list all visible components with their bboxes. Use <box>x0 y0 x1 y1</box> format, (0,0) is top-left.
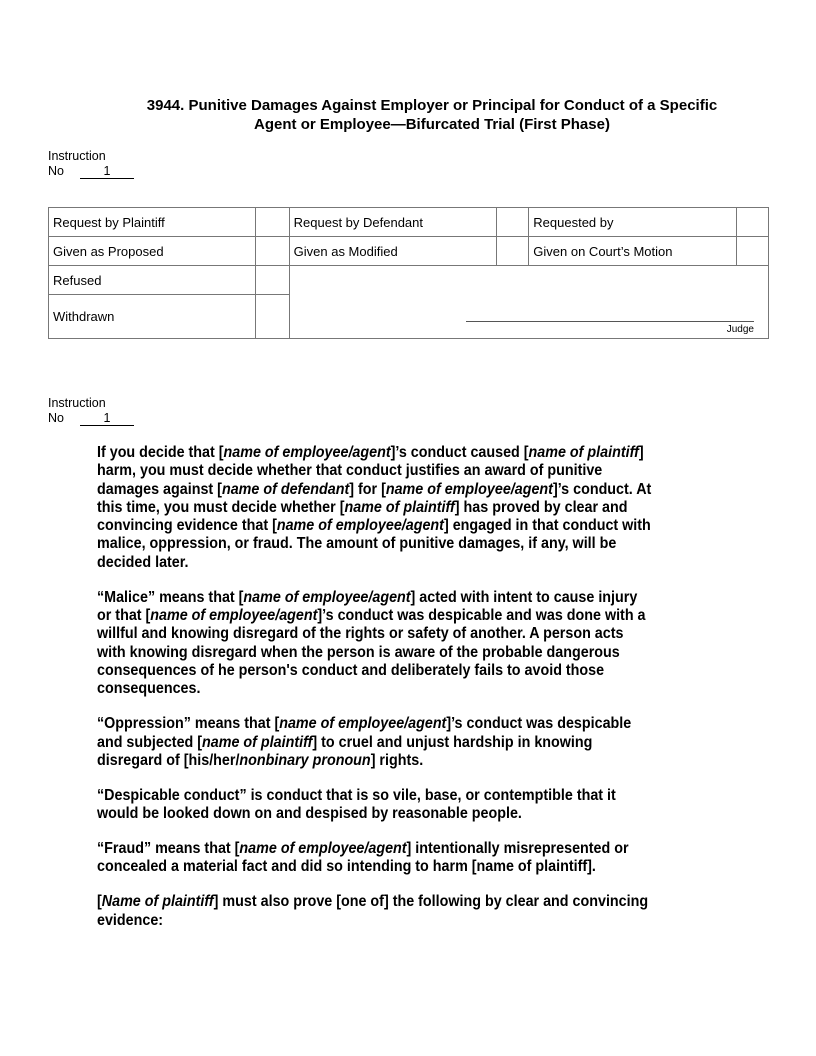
text-segment: convincing evidence that [ <box>97 517 277 535</box>
refused-label: Refused <box>49 266 256 295</box>
text-segment: “Fraud” means that [ <box>97 840 240 858</box>
placeholder-text: name of employee/agent <box>279 715 447 733</box>
placeholder-text: name of employee/agent <box>385 480 553 498</box>
withdrawn-box[interactable] <box>255 295 289 339</box>
paragraph <box>97 715 651 770</box>
refused-box[interactable] <box>255 266 289 295</box>
instruction-label: Instruction <box>48 149 106 163</box>
withdrawn-label: Withdrawn <box>49 295 256 339</box>
placeholder-text: nonbinary pronoun <box>239 751 371 769</box>
placeholder-text: name of employee/agent <box>276 517 444 535</box>
text-line <box>97 517 651 535</box>
placeholder-text: name of plaintiff <box>528 444 639 461</box>
text-segment: ] to cruel and unjust hardship in knowing <box>312 733 593 751</box>
text-segment: decided later. <box>97 553 189 571</box>
given-on-courts-motion-box[interactable] <box>736 237 768 266</box>
placeholder-text: name of employee/agent <box>223 444 391 461</box>
text-segment: willful and knowing disregard of the rights or safety of another. A person acts <box>97 625 624 643</box>
text-segment: [ <box>97 893 102 911</box>
placeholder-text: name of defendant <box>221 480 350 498</box>
text-line <box>97 787 651 805</box>
text-segment: consequences. <box>97 680 201 698</box>
text-line <box>97 662 651 680</box>
placeholder-text: name of plaintiff <box>344 498 455 516</box>
paragraph <box>97 787 651 824</box>
requested-by-box[interactable] <box>736 208 768 237</box>
text-segment: ] has proved by clear and <box>454 498 628 516</box>
text-segment: this time, you must decide whether [ <box>97 498 345 516</box>
request-by-plaintiff-label: Request by Plaintiff <box>49 208 256 237</box>
instruction-number: 1 <box>80 412 134 426</box>
disposition-form <box>48 207 769 339</box>
no-label: No <box>48 164 64 178</box>
text-line <box>97 912 651 930</box>
text-segment: ] rights. <box>370 751 424 769</box>
no-label: No <box>48 411 64 425</box>
instruction-label: Instruction <box>48 396 106 410</box>
text-line <box>97 805 651 823</box>
text-segment: ] <box>638 444 644 461</box>
instruction-title <box>0 96 816 134</box>
text-segment: If you decide that [ <box>97 444 224 461</box>
title-line-2: Agent or Employee—Bifurcated Trial (First Phase) <box>254 116 610 133</box>
given-as-proposed-box[interactable] <box>255 237 289 266</box>
text-line <box>97 752 651 770</box>
text-line <box>97 840 651 858</box>
text-segment: and subjected [ <box>97 733 203 751</box>
text-segment: ]’s conduct. At <box>552 480 652 498</box>
text-line <box>97 715 651 733</box>
instruction-number-bottom <box>48 396 134 426</box>
paragraph <box>97 893 651 930</box>
text-segment: “Oppression” means that [ <box>97 715 280 733</box>
placeholder-text: name of employee/agent <box>243 588 411 606</box>
given-on-courts-motion-label: Given on Court’s Motion <box>529 237 737 266</box>
text-segment: evidence: <box>97 911 164 929</box>
text-segment: ]’s conduct was despicable <box>446 715 632 733</box>
text-line <box>97 462 651 480</box>
request-by-defendant-box[interactable] <box>497 208 529 237</box>
text-segment: ] must also prove [one of] the following by clear and convincing <box>213 893 649 911</box>
text-segment: would be looked down on and despised by reasonable people. <box>97 805 522 823</box>
text-segment: or that [ <box>97 607 151 625</box>
instruction-number: 1 <box>80 165 134 179</box>
paragraph <box>97 589 651 699</box>
text-segment: “Despicable conduct” is conduct that is so vile, base, or contemptible that it <box>97 786 616 804</box>
text-segment: consequences of he person's conduct and deliberately fails to avoid those <box>97 661 605 679</box>
text-line <box>97 734 651 752</box>
text-segment: ] acted with intent to cause injury <box>410 588 638 606</box>
text-line <box>97 499 651 517</box>
text-line <box>97 444 651 462</box>
text-line <box>97 481 651 499</box>
text-line <box>97 554 651 572</box>
text-segment: ] intentionally misrepresented or <box>406 840 629 858</box>
text-line <box>97 535 651 553</box>
text-line <box>97 589 651 607</box>
text-line <box>97 680 651 698</box>
text-segment: harm, you must decide whether that conduct justifies an award of punitive <box>97 462 603 480</box>
text-segment: with knowing disregard when the person is aware of the probable dangerous <box>97 643 620 661</box>
paragraph <box>97 444 651 572</box>
text-line <box>97 625 651 643</box>
text-line <box>97 893 651 911</box>
instruction-number-top <box>48 149 134 179</box>
placeholder-text: name of employee/agent <box>239 840 407 858</box>
instruction-body <box>97 444 651 947</box>
judge-signature-line[interactable] <box>466 321 754 322</box>
text-segment: malice, oppression, or fraud. The amount of punitive damages, if any, will be <box>97 535 617 553</box>
judge-signature-area <box>289 266 768 339</box>
text-segment: damages against [ <box>97 480 222 498</box>
request-by-plaintiff-box[interactable] <box>255 208 289 237</box>
placeholder-text: name of employee/agent <box>150 607 318 625</box>
text-segment: concealed a material fact and did so intending to harm [name of plaintiff]. <box>97 858 596 876</box>
text-segment: ]’s conduct was despicable and was done with a <box>317 607 646 625</box>
given-as-proposed-label: Given as Proposed <box>49 237 256 266</box>
text-segment: “Malice” means that [ <box>97 588 244 606</box>
judge-label: Judge <box>726 324 754 335</box>
given-as-modified-label: Given as Modified <box>289 237 497 266</box>
title-line-1: 3944. Punitive Damages Against Employer or Principal for Conduct of a Specific <box>146 97 718 114</box>
placeholder-text: name of plaintiff <box>202 733 313 751</box>
given-as-modified-box[interactable] <box>497 237 529 266</box>
paragraph <box>97 840 651 877</box>
text-line <box>97 644 651 662</box>
requested-by-label: Requested by <box>529 208 737 237</box>
text-segment: disregard of [his/her/ <box>97 751 240 769</box>
text-line <box>97 607 651 625</box>
request-by-defendant-label: Request by Defendant <box>289 208 497 237</box>
text-line <box>97 858 651 876</box>
text-segment: ] engaged in that conduct with <box>443 517 651 535</box>
text-segment: ] for [ <box>349 480 386 498</box>
text-segment: ]’s conduct caused [ <box>390 444 529 461</box>
placeholder-text: Name of plaintiff <box>101 893 214 911</box>
